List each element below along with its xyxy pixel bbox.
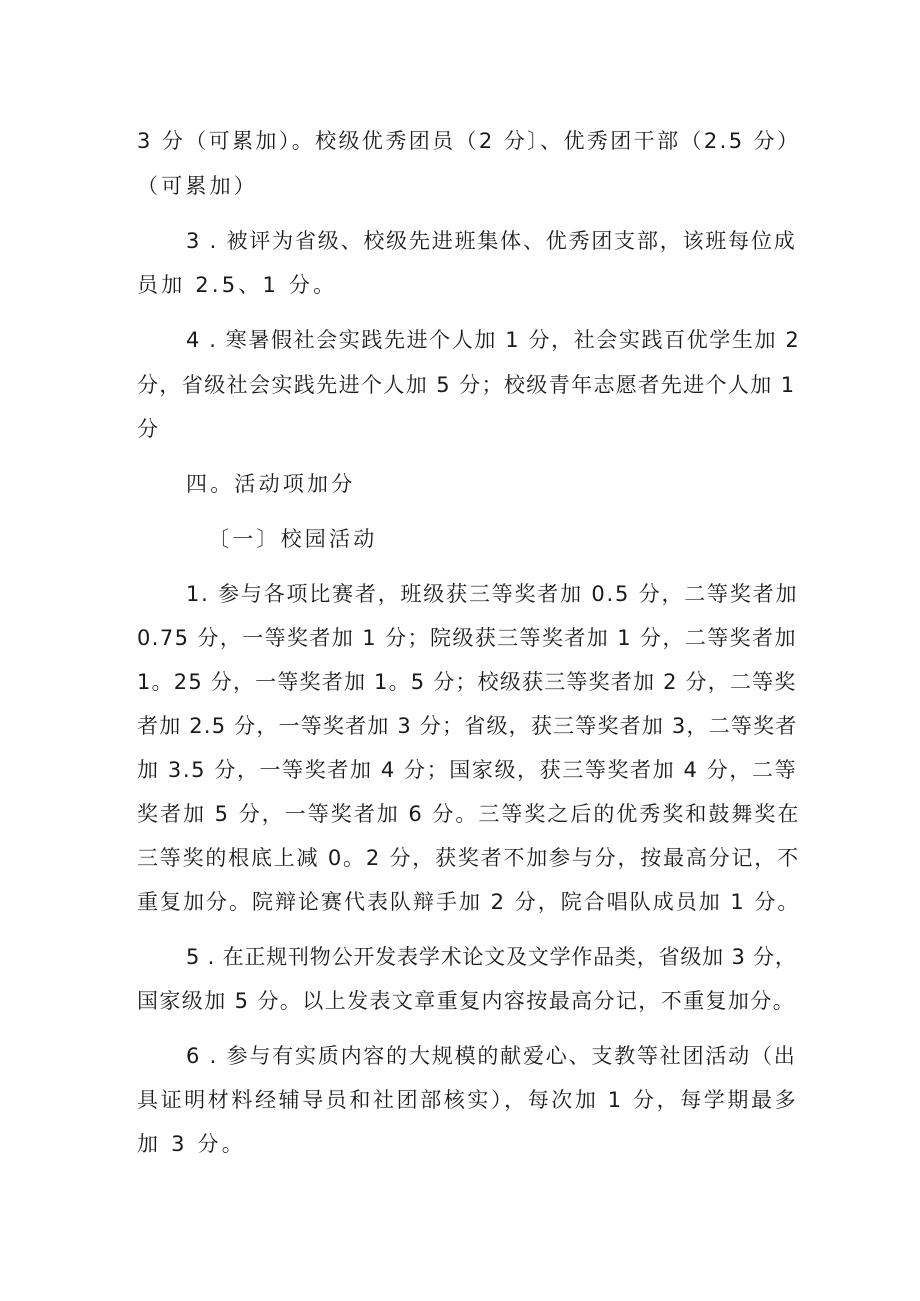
- text-line: 具证明材料经辅导员和社团部核实），每次加 1 分，每学期最多: [137, 1088, 799, 1112]
- text-line: 重复加分。院辩论赛代表队辩手加 2 分，院合唱队成员加 1 分。: [137, 890, 801, 914]
- text-line: 奖者加 5 分，一等奖者加 6 分。三等奖之后的优秀奖和鼓舞奖在: [137, 802, 801, 826]
- text-line: （可累加）: [137, 174, 258, 198]
- section-heading: 四。活动项加分: [186, 472, 356, 496]
- text-line: 4 . 寒暑假社会实践先进个人加 1 分，社会实践百优学生加 2: [186, 328, 801, 352]
- text-line: 1。25 分，一等奖者加 1。5 分；校级获三等奖者加 2 分，二等奖: [137, 670, 797, 694]
- text-line: 5 . 在正规刊物公开发表学术论文及文学作品类，省级加 3 分，: [186, 945, 797, 969]
- text-line: 1. 参与各项比赛者，班级获三等奖者加 0.5 分，二等奖者加: [186, 582, 799, 606]
- subsection-heading: 〔一〕校园活动: [208, 527, 378, 551]
- text-line: 三等奖的根底上减 0。2 分，获奖者不加参与分，按最高分记，不: [137, 846, 800, 870]
- text-line: 3 分（可累加）。校级优秀团员（2 分〕、优秀团干部（2.5 分）: [137, 129, 801, 153]
- text-line: 国家级加 5 分。以上发表文章重复内容按最高分记，不重复加分。: [137, 989, 796, 1013]
- text-line: 员加 2.5、1 分。: [137, 273, 338, 297]
- text-line: 者加 2.5 分，一等奖者加 3 分；省级，获三等奖者加 3，二等奖者: [137, 714, 798, 738]
- text-line: 加 3 分。: [137, 1132, 246, 1156]
- text-line: 加 3.5 分，一等奖者加 4 分；国家级，获三等奖者加 4 分，二等: [137, 758, 798, 782]
- text-line: 分: [137, 417, 162, 441]
- text-line: 分，省级社会实践先进个人加 5 分；校级青年志愿者先进个人加 1: [137, 373, 796, 397]
- text-line: 6 . 参与有实质内容的大规模的献爱心、支教等社团活动（出: [186, 1044, 797, 1068]
- text-line: 3 . 被评为省级、校级先进班集体、优秀团支部，该班每位成: [186, 229, 797, 253]
- text-line: 0.75 分，一等奖者加 1 分；院级获三等奖者加 1 分，二等奖者加: [137, 626, 797, 650]
